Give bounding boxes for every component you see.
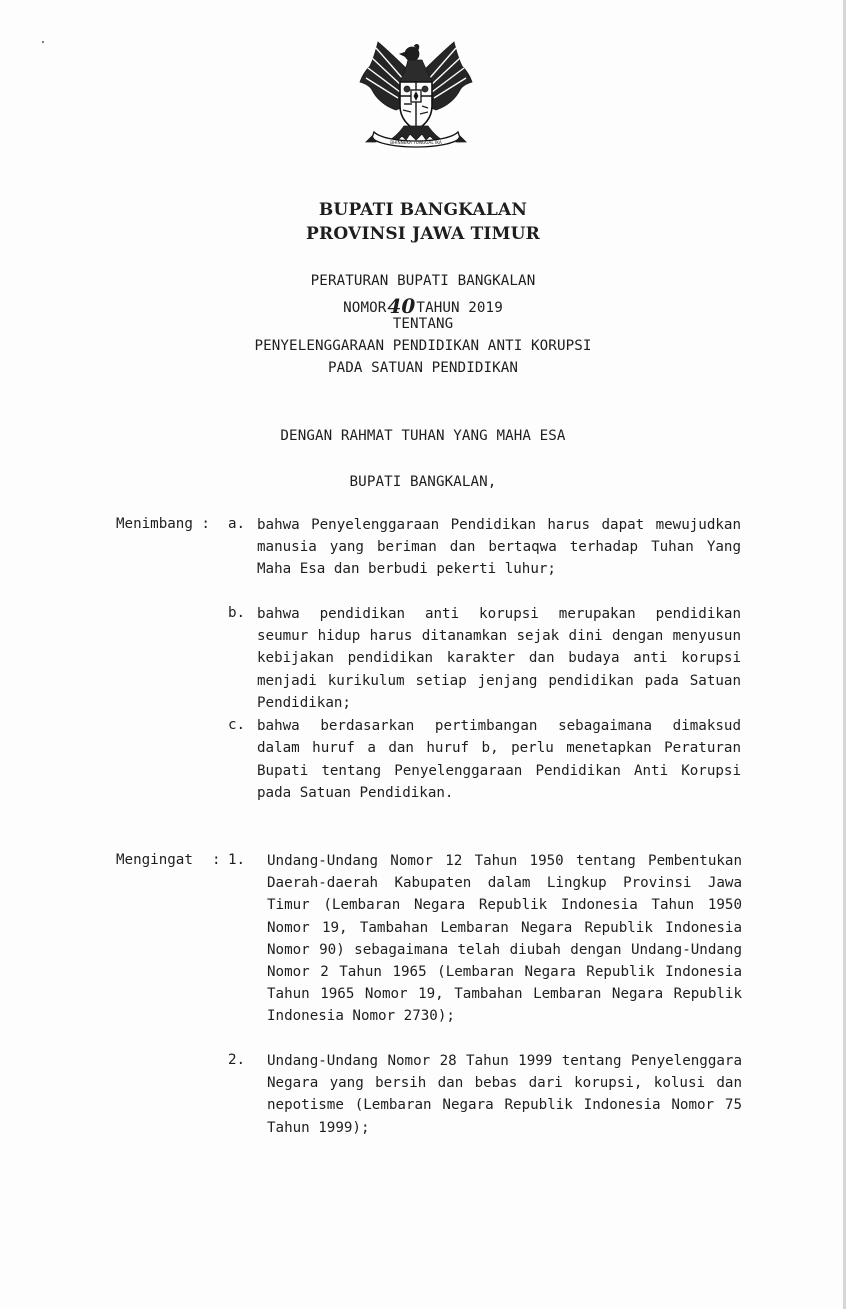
svg-text:BHINNEKA TUNGGAL IKA: BHINNEKA TUNGGAL IKA <box>390 140 442 145</box>
scan-speck <box>42 41 44 43</box>
menimbang-item-c-text: bahwa berdasarkan pertimbangan sebagaimana dimaksud dalam huruf a dan huruf b, perlu menetapkan Peraturan Bupati tentang Penyelenggaraan Pendidikan Anti Korupsi pada Satuan Pendidikan. <box>257 718 741 802</box>
mengingat-item-2-marker: 2. <box>228 1052 246 1068</box>
issuer: BUPATI BANGKALAN, <box>349 474 497 490</box>
subject-line-1: PENYELENGGARAAN PENDIDIKAN ANTI KORUPSI <box>254 338 592 354</box>
mengingat-item-1-text: Undang-Undang Nomor 12 Tahun 1950 tentang Pembentukan Daerah-daerah Kabupaten dalam Lingkup Provinsi Jawa Timur (Lembaran Negara Republik Indonesia Tahun 1950 Nomor 19, Tambahan Lembaran Negara Republik Indonesia Nomor 90) sebagaimana telah diubah dengan Undang-Undang Nomor 2 Tahun 1965 (Lembaran Negara Republik Indonesia Tahun 1965 Nomor 19, Tambahan Lembaran Negara Republik Indonesia Nomor 2730); <box>267 853 742 1025</box>
header-line-2: PROVINSI JAWA TIMUR <box>306 224 540 244</box>
menimbang-item-b-marker: b. <box>228 605 246 621</box>
mengingat-label: Mengingat <box>116 852 193 868</box>
tahun-label: TAHUN 2019 <box>416 300 503 316</box>
garuda-emblem-icon <box>356 36 476 152</box>
regulation-type: PERATURAN BUPATI BANGKALAN <box>310 273 536 289</box>
nomor-value: 40 <box>387 294 416 318</box>
header-line-1: BUPATI BANGKALAN <box>318 200 528 220</box>
menimbang-item-a-marker: a. <box>228 516 246 532</box>
menimbang-item-b-text: bahwa pendidikan anti korupsi merupakan pendidikan seumur hidup harus ditanamkan sejak dini dengan menyusun kebijakan pendidikan karakter dan budaya anti korupsi menjadi kurikulum setiap jenjang pendidikan pada Satuan Pendidikan; <box>257 606 741 711</box>
menimbang-item-c-marker: c. <box>228 717 246 733</box>
mengingat-item-2-text: Undang-Undang Nomor 28 Tahun 1999 tentang Penyelenggara Negara yang bersih dan bebas dari korupsi, kolusi dan nepotisme (Lembaran Negara Republik Indonesia Nomor 75 Tahun 1999); <box>267 1053 742 1136</box>
invocation: DENGAN RAHMAT TUHAN YANG MAHA ESA <box>280 428 566 444</box>
tentang-label: TENTANG <box>392 316 454 332</box>
nomor-label: NOMOR <box>343 300 387 316</box>
mengingat-item-1-marker: 1. <box>228 852 246 868</box>
menimbang-label: Menimbang : <box>116 516 210 532</box>
regulation-number-line <box>0 294 846 318</box>
subject-line-2: PADA SATUAN PENDIDIKAN <box>327 360 519 376</box>
mengingat-colon: : <box>212 852 221 868</box>
menimbang-item-a-text: bahwa Penyelenggaraan Pendidikan harus dapat mewujudkan manusia yang beriman dan bertaqwa terhadap Tuhan Yang Maha Esa dan berbudi pekerti luhur; <box>257 517 741 578</box>
